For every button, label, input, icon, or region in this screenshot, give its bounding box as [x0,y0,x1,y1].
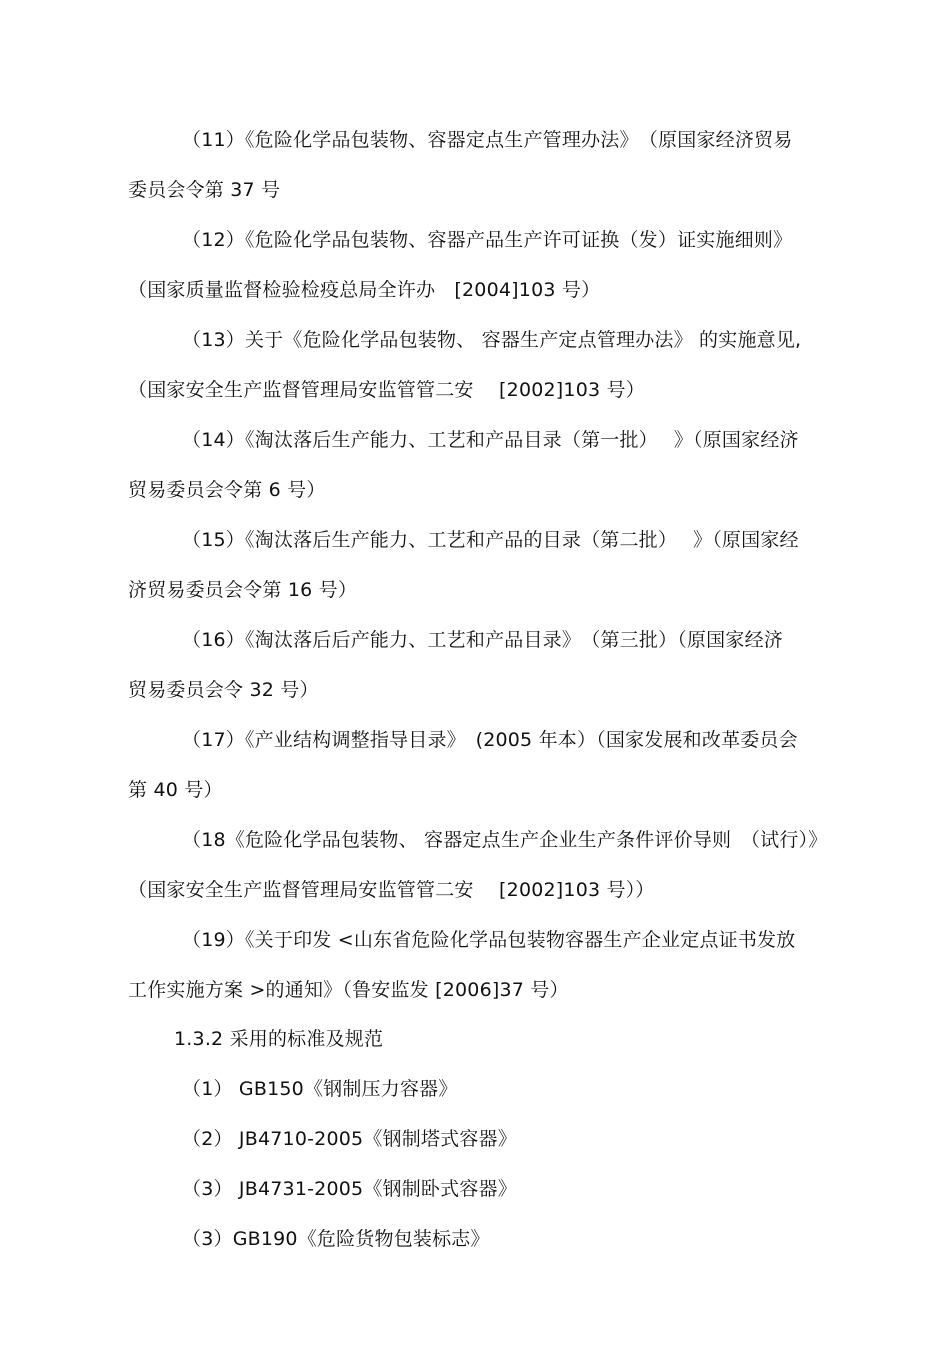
item-11-line-2: 委员会令第 37 号 [128,179,281,201]
item-13-line-2: （国家安全生产监督管理局安监管管二安 [2002]103 号） [128,379,645,401]
item-19-line-1: （19）《关于印发 <山东省危险化学品包装物容器生产企业定点证书发放 [182,929,796,951]
item-15-line-1: （15）《淘汰落后生产能力、工艺和产品的目录（第二批） 》（原国家经 [182,529,799,551]
item-16-line-1: （16）《淘汰落后后产能力、工艺和产品目录》 （第三批）（原国家经济 [182,629,783,651]
item-15-line-2: 济贸易委员会令第 16 号） [128,579,358,601]
item-18-line-2: （国家安全生产监督管理局安监管管二安 [2002]103 号）） [128,879,655,901]
item-17-line-1: （17）《产业结构调整指导目录》 (2005 年本）（国家发展和改革委员会 [182,729,798,751]
item-11-line-1: （11）《危险化学品包装物、容器定点生产管理办法》 （原国家经济贸易 [182,129,793,151]
item-19-line-2: 工作实施方案 >的通知》（鲁安监发 [2006]37 号） [128,979,569,1001]
standard-item: （3）GB190《危险货物包装标志》 [182,1228,490,1250]
standard-item: （2） JB4710-2005《钢制塔式容器》 [182,1128,517,1150]
item-18-line-1: （18《危险化学品包装物、 容器定点生产企业生产条件评价导则 （试行）》 [182,829,828,851]
standard-item: （1） GB150《钢制压力容器》 [182,1078,458,1100]
item-12-line-2: （国家质量监督检验检疫总局全许办 [2004]103 号） [128,279,601,301]
item-17-line-2: 第 40 号） [128,779,223,801]
item-12-line-1: （12）《危险化学品包装物、容器产品生产许可证换（发）证实施细则》 [182,229,793,251]
standard-item: （3） JB4731-2005《钢制卧式容器》 [182,1178,517,1200]
section-heading: 1.3.2 采用的标准及规范 [174,1028,384,1050]
item-14-line-1: （14）《淘汰落后生产能力、工艺和产品目录（第一批） 》（原国家经济 [182,429,799,451]
item-13-line-1: （13）关于《危险化学品包装物、 容器生产定点管理办法》 的实施意见, [182,329,802,351]
item-16-line-2: 贸易委员会令 32 号） [128,679,319,701]
item-14-line-2: 贸易委员会令第 6 号） [128,479,326,501]
